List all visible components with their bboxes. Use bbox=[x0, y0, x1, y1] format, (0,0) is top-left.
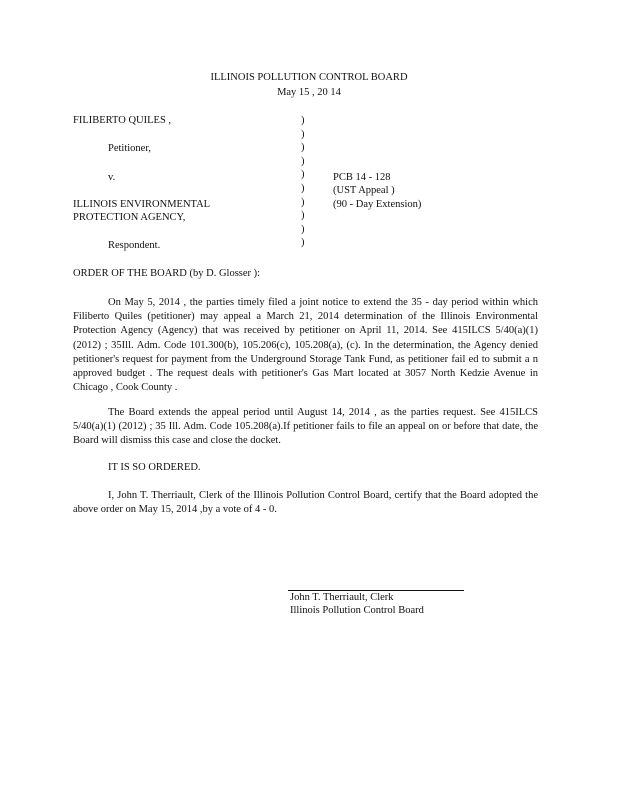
caption-paren: ) bbox=[301, 155, 305, 167]
signatory-name: John T. Therriault, Clerk bbox=[290, 592, 394, 603]
respondent-role: Respondent. bbox=[108, 240, 161, 251]
caption-paren: ) bbox=[301, 196, 305, 208]
caption-paren: ) bbox=[301, 182, 305, 194]
respondent-name-line1: ILLINOIS ENVIRONMENTAL bbox=[73, 199, 211, 210]
caption-parentheses bbox=[301, 114, 305, 250]
order-heading: ORDER OF THE BOARD (by D. Glosser ): bbox=[73, 268, 261, 279]
caption-paren: ) bbox=[301, 115, 305, 126]
versus: v. bbox=[108, 172, 116, 183]
clerk-certification bbox=[73, 489, 538, 517]
case-extension: (90 - Day Extension) bbox=[333, 199, 422, 210]
signature-line bbox=[288, 590, 464, 591]
body-paragraph-2 bbox=[73, 406, 538, 449]
board-title: ILLINOIS POLLUTION CONTROL BOARD bbox=[210, 72, 408, 83]
so-ordered: IT IS SO ORDERED. bbox=[108, 462, 201, 473]
caption-paren: ) bbox=[301, 223, 305, 235]
caption-paren: ) bbox=[301, 237, 305, 249]
caption-paren: ) bbox=[301, 142, 305, 154]
petitioner-role: Petitioner, bbox=[108, 143, 152, 154]
case-type: (UST Appeal ) bbox=[333, 185, 395, 196]
case-number: PCB 14 - 128 bbox=[333, 172, 391, 183]
body-paragraph-2-text: The Board extends the appeal period until August 14, 2014 , as the parties request. See 415ILCS 5/40(a)(1) (2012) ; 35 Ill. Adm. Code 105.208(a).If petitioner fails to file an appeal on or before that date, the Board will dismiss this case and close the docket. bbox=[73, 407, 538, 447]
body-paragraph-1 bbox=[73, 296, 538, 395]
petitioner-name: FILIBERTO QUILES , bbox=[73, 115, 172, 126]
body-paragraph-1-text: On May 5, 2014 , the parties timely filed a joint notice to extend the 35 - day period within which Filiberto Quiles (petitioner) may appeal a March 21, 2014 determination of the Illinois Environmental Protection Agency (Agency) that was received by petitioner on April 11, 2014. See 415ILCS 5/40(a)(1) (2012) ; 35Ill. Adm. Code 101.300(b), 105.206(c), 105.208(a), (c). In the determination, the Agency denied petitioner's request for payment from the Underground Storage Tank Fund, as petitioner fail ed to submit a n approved budget . The request deals with petitioner's Gas Mart located at 3057 North Kedzie Avenue in Chicago , Cook County . bbox=[73, 297, 538, 394]
respondent-name-line2: PROTECTION AGENCY, bbox=[73, 212, 186, 223]
order-date: May 15 , 20 14 bbox=[277, 87, 341, 98]
caption-paren: ) bbox=[301, 169, 305, 181]
clerk-certification-text: I, John T. Therriault, Clerk of the Illinois Pollution Control Board, certify that the Board adopted the above order on May 15, 2014 ,by a vote of 4 - 0. bbox=[73, 490, 538, 516]
signatory-title: Illinois Pollution Control Board bbox=[290, 605, 424, 616]
caption-paren: ) bbox=[301, 210, 305, 222]
caption-paren: ) bbox=[301, 128, 305, 140]
